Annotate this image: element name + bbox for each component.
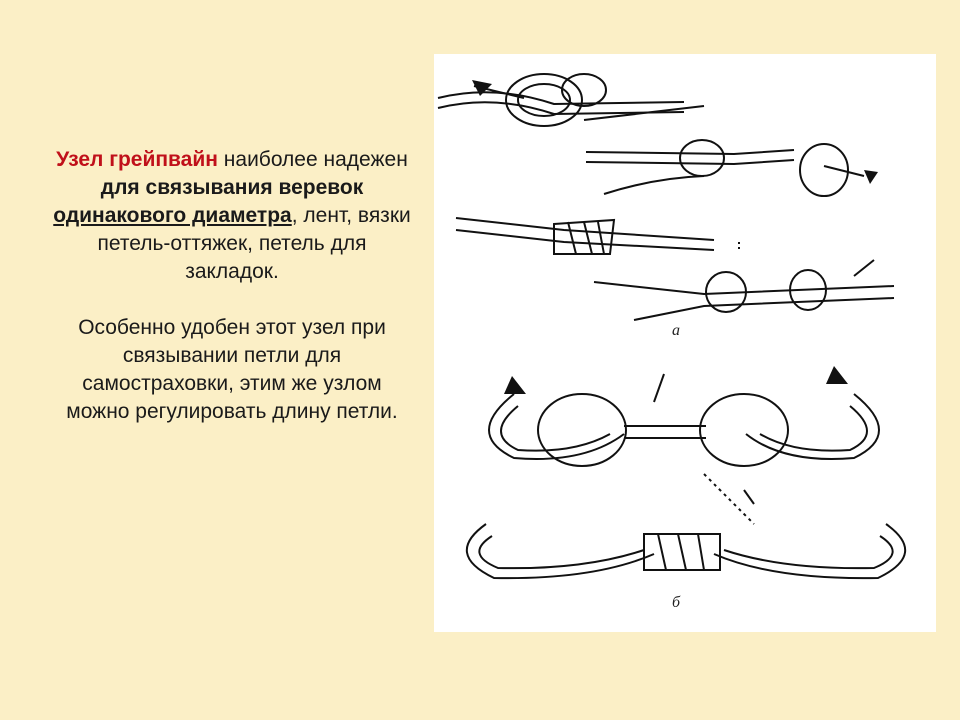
loop-6a-inner	[479, 536, 644, 568]
rope-4b	[634, 298, 894, 320]
arrow-head-up-left	[504, 376, 526, 394]
para1-underlined: одинакового диаметра	[53, 204, 292, 227]
loop-6b	[714, 524, 905, 578]
rope-5-up	[654, 374, 664, 402]
para1-text-1: наиболее надежен	[217, 148, 408, 171]
loop-5a-inner	[501, 406, 610, 451]
wrap-3-lines	[568, 222, 604, 254]
rope-2c	[604, 176, 704, 194]
knot-name: Узел грейпвайн	[56, 148, 218, 171]
ring-5a	[538, 394, 626, 466]
arrow-head-up-right	[826, 366, 848, 384]
paragraph-1	[52, 146, 412, 286]
arrow-head-2	[864, 170, 878, 184]
label-a: а	[672, 322, 680, 339]
para1-text-3: , лент, вязки петель-оттяжек, петель для закладок.	[97, 204, 411, 283]
loop-2	[562, 74, 606, 106]
knot-drawing	[434, 54, 936, 632]
arrow-line-2	[824, 166, 864, 176]
label-b: б	[672, 594, 681, 611]
para1-bold-1: для связывания веревок	[100, 176, 364, 199]
rope-5-down	[744, 490, 754, 504]
rope-2a	[586, 150, 794, 154]
loop-5b-inner	[760, 406, 867, 451]
knot-illustration	[434, 54, 936, 632]
knot-6-lines	[658, 534, 704, 570]
description-text	[52, 146, 412, 426]
rope-3b	[456, 230, 714, 250]
arrow-head-1	[472, 80, 492, 96]
loop-6a	[467, 524, 654, 578]
wrap-2a	[680, 140, 724, 176]
loop-6b-inner	[724, 536, 893, 568]
rope-2b	[586, 160, 794, 164]
rope-4c	[854, 260, 874, 276]
ring-5b	[700, 394, 788, 466]
dash-5	[704, 474, 754, 524]
rope-5-mid	[624, 426, 706, 438]
paragraph-2: Особенно удобен этот узел при связывании петли для самостраховки, этим же узлом можно регулировать длину петли.	[66, 316, 398, 423]
